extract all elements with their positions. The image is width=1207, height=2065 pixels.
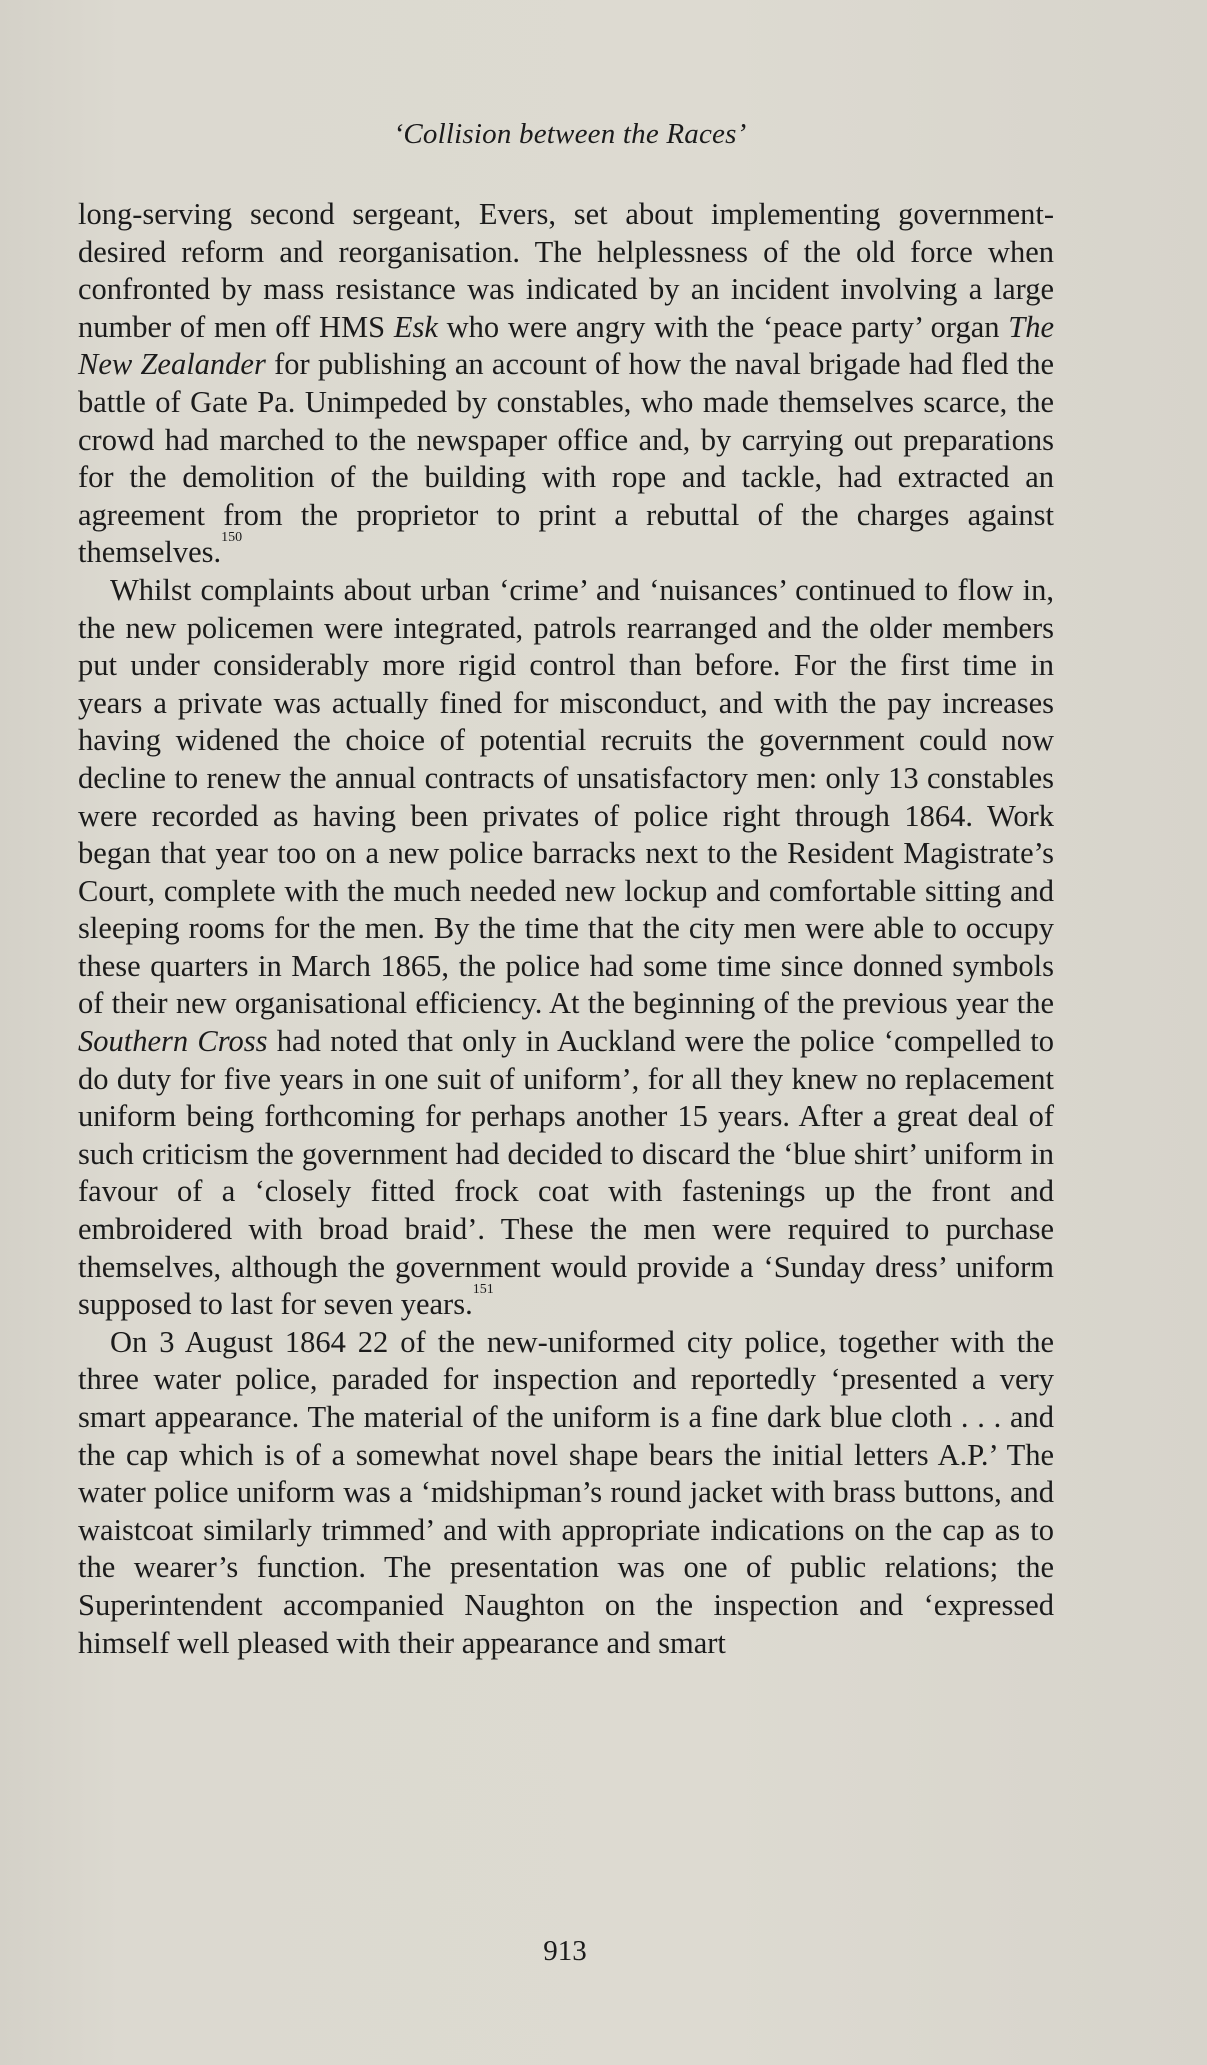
italic-title: Esk [393, 309, 438, 344]
text-run: long-serving second sergeant, Evers, set about implementing government-desired reform and reorganisation. The helplessness of the old force when confronted by mass resistance was indicated by an incident involving a large number of men off HMS [78, 197, 1054, 344]
text-run: for publishing an account of how the naval brigade had fled the battle of Gate Pa. Unimpeded by constables, who made themselves scarce, the crowd had marched to the newspaper office and, by carrying out preparations for the demolition of the building with rope and tackle, had extracted an agreement from the proprietor to print a rebuttal of the charges against themselves. [78, 347, 1054, 570]
paragraph [78, 572, 1054, 1324]
running-head: ‘Collision between the Races’ [393, 118, 747, 150]
text-run: had noted that only in Auckland were the police ‘compelled to do duty for five years in one suit of uniform’, for all they knew no replacement uniform being forthcoming for perhaps another 15 years. After a great deal of such criticism the government had decided to discard the ‘blue shirt’ uniform in favour of a ‘closely fitted frock coat with fastenings up the front and embroidered with broad braid’. These the men were required to purchase themselves, although the government would provide a ‘Sunday dress’ uniform supposed to last for seven years. [78, 1024, 1054, 1322]
body-text [78, 196, 1054, 1662]
text-run: On 3 August 1864 22 of the new-uniformed city police, together with the three water police, paraded for inspection and reportedly ‘presented a very smart appearance. The material of the uniform is a fine dark blue cloth . . . and the cap which is of a somewhat novel shape bears the initial letters A.P.’ The water police uniform was a ‘midshipman’s round jacket with brass buttons, and waistcoat similarly trimmed’ and with appropriate indications on the cap as to the wearer’s function. The presentation was one of public relations; the Superintendent accompanied Naughton on the inspection and ‘expressed himself well pleased with their appearance and smart [78, 1324, 1054, 1660]
page-number: 913 [543, 1935, 587, 1967]
italic-title: The New Zealander [78, 309, 1054, 382]
paragraph [78, 196, 1054, 572]
text-run: who were angry with the ‘peace party’ organ [437, 309, 1009, 344]
footnote-marker: 151 [472, 1282, 494, 1298]
italic-title: Southern Cross [78, 1024, 268, 1059]
footnote-marker: 150 [221, 530, 243, 546]
paragraph [78, 1324, 1054, 1662]
text-run: Whilst complaints about urban ‘crime’ and ‘nuisances’ continued to flow in, the new policemen were integrated, patrols rearranged and the older members put under considerably more rigid control than before. For the first time in years a private was actually fined for misconduct, and with the pay increases having widened the choice of potential recruits the government could now decline to renew the annual contracts of unsatisfactory men: only 13 constables were recorded as having been privates of police right through 1864. Work began that year too on a new police barracks next to the Resident Magistrate’s Court, complete with the much needed new lockup and comfortable sitting and sleeping rooms for the men. By the time that the city men were able to occupy these quarters in March 1865, the police had some time since donned symbols of their new organisational efficiency. At the beginning of the previous year the [78, 572, 1054, 1021]
